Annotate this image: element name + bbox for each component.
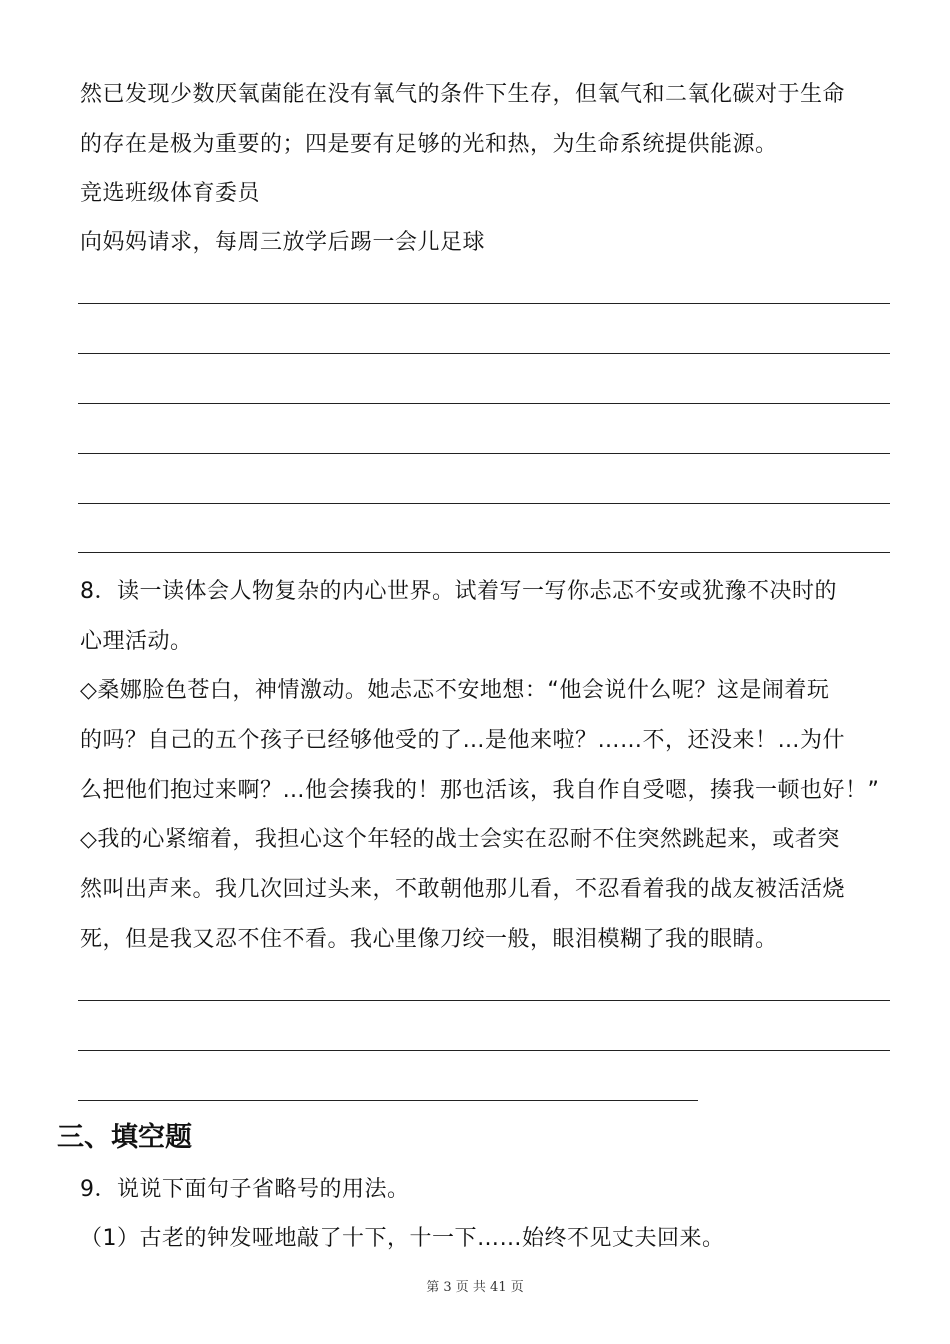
page-number: 第 3 页 共 41 页: [426, 1280, 524, 1295]
answer-line: [78, 552, 890, 553]
excerpt-2-line-3: 死，但是我又忍不住不看。我心里像刀绞一般，眼泪模糊了我的眼睛。: [80, 927, 778, 952]
prompt-sports-committee: 竞选班级体育委员: [80, 181, 261, 206]
answer-line: [78, 1000, 890, 1001]
answer-line: [78, 503, 890, 504]
question-8-line-1: 8．读一读体会人物复杂的内心世界。试着写一写你忐忑不安或犹豫不决时的: [80, 579, 837, 604]
excerpt-1-line-3: 么把他们抱过来啊？…他会揍我的！那也活该，我自作自受嗯，揍我一顿也好！”: [80, 778, 880, 803]
answer-line: [78, 453, 890, 454]
answer-line: [78, 403, 890, 404]
excerpt-2-line-2: 然叫出声来。我几次回过头来，不敢朝他那儿看，不忍看着我的战友被活活烧: [80, 877, 846, 902]
answer-line: [78, 1100, 698, 1101]
excerpt-1-line-1: ◇桑娜脸色苍白，神情激动。她忐忑不安地想：“他会说什么呢？这是闹着玩: [80, 678, 830, 703]
question-9-item-1: （1）古老的钟发哑地敲了十下，十一下……始终不见丈夫回来。: [80, 1226, 725, 1251]
answer-line: [78, 353, 890, 354]
excerpt-1-line-2: 的吗？自己的五个孩子已经够他受的了…是他来啦？……不，还没来！…为什: [80, 728, 846, 753]
section-title: 三、填空题: [57, 1122, 192, 1153]
prompt-football-request: 向妈妈请求，每周三放学后踢一会儿足球: [80, 230, 486, 255]
passage-line-1: 然已发现少数厌氧菌能在没有氧气的条件下生存，但氧气和二氧化碳对于生命: [80, 82, 846, 107]
passage-line-2: 的存在是极为重要的；四是要有足够的光和热，为生命系统提供能源。: [80, 132, 778, 157]
answer-line: [78, 303, 890, 304]
question-8-line-2: 心理活动。: [80, 629, 193, 654]
question-9-prompt: 9．说说下面句子省略号的用法。: [80, 1177, 410, 1202]
excerpt-2-line-1: ◇我的心紧缩着，我担心这个年轻的战士会实在忍耐不住突然跳起来，或者突: [80, 827, 840, 852]
answer-line: [78, 1050, 890, 1051]
